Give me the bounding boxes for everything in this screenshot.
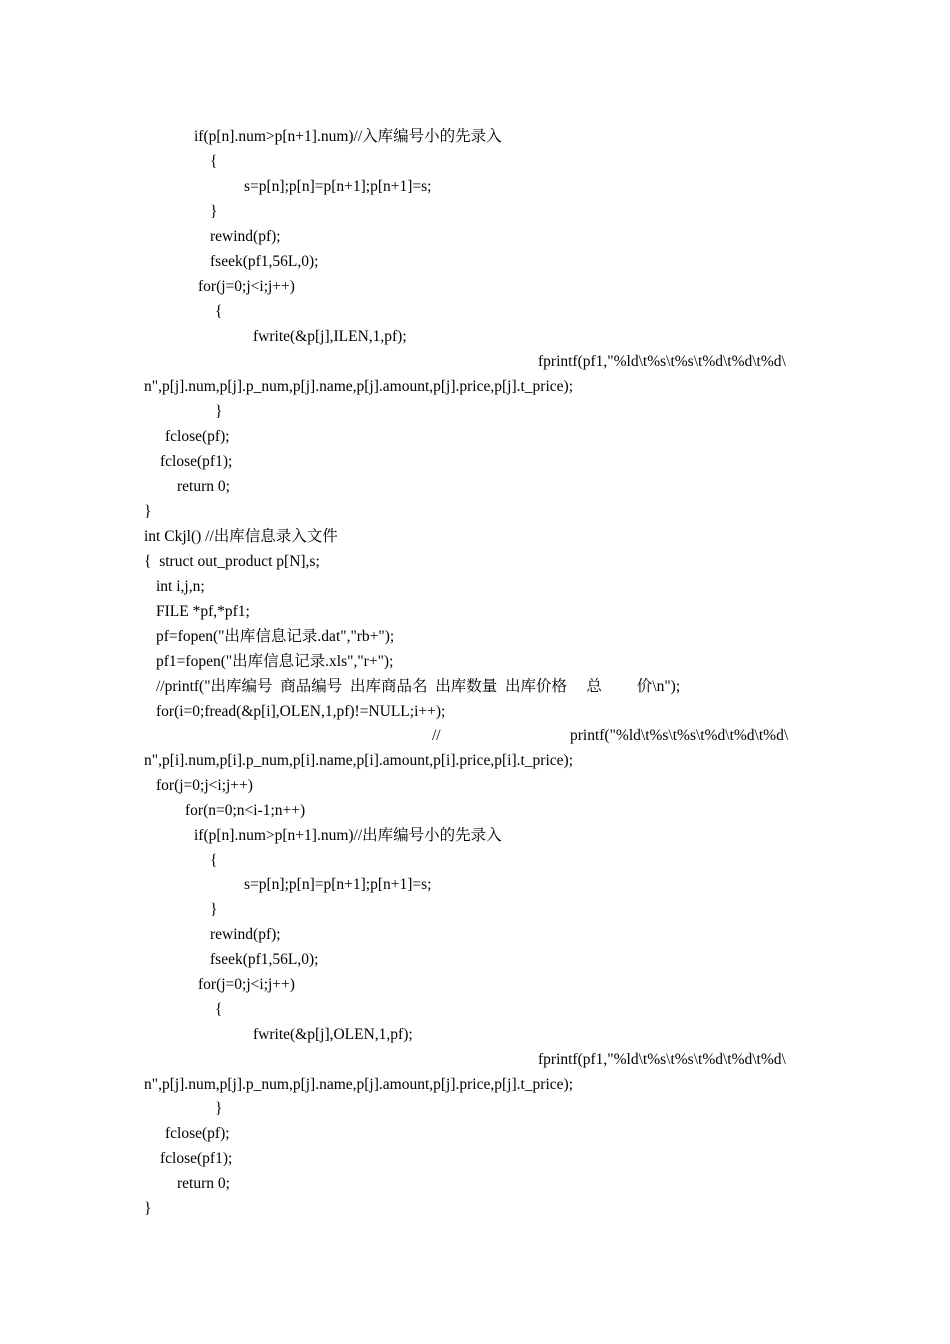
code-line: printf("%ld\t%s\t%s\t%d\t%d\t%d\ xyxy=(570,727,789,744)
code-line: if(p[n].num>p[n+1].num)//入库编号小的先录入 xyxy=(194,128,502,145)
code-line: for(j=0;j<i;j++) xyxy=(198,976,295,993)
code-line: fclose(pf1); xyxy=(160,453,233,470)
code-line: //printf("出库编号 商品编号 出库商品名 出库数量 出库价格 总 价\n"); xyxy=(156,678,681,695)
code-line: fclose(pf1); xyxy=(160,1150,233,1167)
code-line: { xyxy=(210,852,218,869)
code-line: for(n=0;n<i-1;n++) xyxy=(185,802,306,819)
code-line: s=p[n];p[n]=p[n+1];p[n+1]=s; xyxy=(244,876,432,893)
code-line: fwrite(&p[j],ILEN,1,pf); xyxy=(253,328,407,345)
code-line: // xyxy=(432,727,441,744)
code-line: } xyxy=(210,901,218,918)
code-line: for(j=0;j<i;j++) xyxy=(156,777,253,794)
code-line: { struct out_product p[N],s; xyxy=(144,553,320,570)
code-line: fseek(pf1,56L,0); xyxy=(210,951,319,968)
code-line: fwrite(&p[j],OLEN,1,pf); xyxy=(253,1026,413,1043)
code-line: } xyxy=(210,203,218,220)
code-line: fclose(pf); xyxy=(165,1125,230,1142)
code-line: { xyxy=(210,153,218,170)
code-line: return 0; xyxy=(177,478,230,495)
code-line: } xyxy=(144,503,152,520)
code-line: return 0; xyxy=(177,1175,230,1192)
code-line: fprintf(pf1,"%ld\t%s\t%s\t%d\t%d\t%d\ xyxy=(538,1051,786,1068)
code-line: pf1=fopen("出库信息记录.xls","r+"); xyxy=(156,653,394,670)
code-line: } xyxy=(215,1100,223,1117)
code-line: rewind(pf); xyxy=(210,926,281,943)
code-line: for(i=0;fread(&p[i],OLEN,1,pf)!=NULL;i++); xyxy=(156,703,446,720)
code-line: n",p[i].num,p[i].p_num,p[i].name,p[i].amount,p[i].price,p[i].t_price); xyxy=(144,752,574,769)
code-line: int i,j,n; xyxy=(156,578,205,595)
code-line: pf=fopen("出库信息记录.dat","rb+"); xyxy=(156,628,395,645)
code-line: for(j=0;j<i;j++) xyxy=(198,278,295,295)
code-line: rewind(pf); xyxy=(210,228,281,245)
code-line: n",p[j].num,p[j].p_num,p[j].name,p[j].amount,p[j].price,p[j].t_price); xyxy=(144,1076,574,1093)
code-line: { xyxy=(215,1001,223,1018)
code-line: fprintf(pf1,"%ld\t%s\t%s\t%d\t%d\t%d\ xyxy=(538,353,786,370)
code-line: s=p[n];p[n]=p[n+1];p[n+1]=s; xyxy=(244,178,432,195)
code-line: } xyxy=(144,1200,152,1217)
code-line: { xyxy=(215,303,223,320)
code-line: } xyxy=(215,403,223,420)
code-line: fseek(pf1,56L,0); xyxy=(210,253,319,270)
code-line: fclose(pf); xyxy=(165,428,230,445)
code-line: if(p[n].num>p[n+1].num)//出库编号小的先录入 xyxy=(194,827,502,844)
code-line: int Ckjl() //出库信息录入文件 xyxy=(144,528,338,545)
code-line: FILE *pf,*pf1; xyxy=(156,603,250,620)
code-line: n",p[j].num,p[j].p_num,p[j].name,p[j].amount,p[j].price,p[j].t_price); xyxy=(144,378,574,395)
